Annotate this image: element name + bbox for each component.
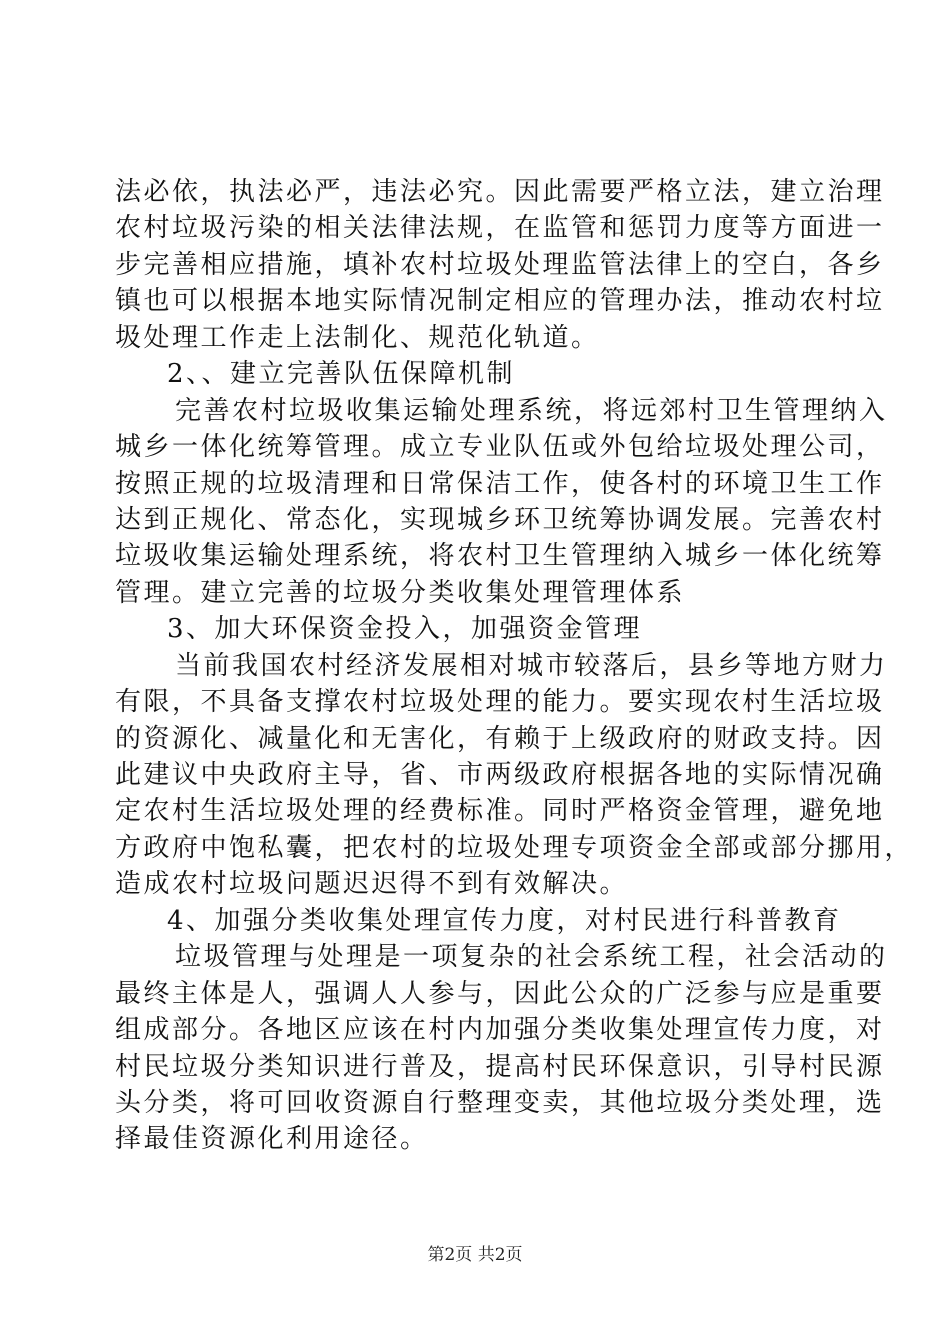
text-line: 此建议中央政府主导，省、市两级政府根据各地的实际情况确 bbox=[115, 760, 885, 790]
section-heading: 3、加大环保资金投入，加强资金管理 bbox=[167, 614, 643, 645]
section-heading: 2、、建立完善队伍保障机制 bbox=[167, 359, 516, 390]
text-line: 达到正规化、常态化，实现城乡环卫统筹协调发展。完善农村 bbox=[115, 504, 885, 535]
text-line: 农村垃圾污染的相关法律法规，在监管和惩罚力度等方面进一 bbox=[115, 213, 885, 244]
text-line: 的资源化、减量化和无害化，有赖于上级政府的财政支持。因 bbox=[115, 723, 885, 754]
text-line: 当前我国农村经济发展相对城市较落后，县乡等地方财力 bbox=[175, 650, 888, 681]
text-line: 组成部分。各地区应该在村内加强分类收集处理宣传力度，对 bbox=[115, 1015, 885, 1046]
text-line: 垃圾管理与处理是一项复杂的社会系统工程，社会活动的 bbox=[175, 942, 888, 973]
text-line: 圾处理工作走上法制化、规范化轨道。 bbox=[115, 322, 600, 353]
text-line: 镇也可以根据本地实际情况制定相应的管理办法，推动农村垃 bbox=[115, 286, 885, 317]
text-line: 步完善相应措施，填补农村垃圾处理监管法律上的空白，各乡 bbox=[115, 249, 885, 280]
text-line: 按照正规的垃圾清理和日常保洁工作，使各村的环境卫生工作 bbox=[115, 468, 885, 499]
text-line: 造成农村垃圾问题迟迟得不到有效解决。 bbox=[115, 869, 629, 900]
text-line: 择最佳资源化利用途径。 bbox=[115, 1124, 429, 1155]
text-line: 垃圾收集运输处理系统，将农村卫生管理纳入城乡一体化统筹 bbox=[115, 541, 885, 572]
text-line: 定农村生活垃圾处理的经费标准。同时严格资金管理，避免地 bbox=[115, 796, 885, 827]
text-line: 管理。建立完善的垃圾分类收集处理管理体系 bbox=[115, 577, 686, 608]
text-line: 最终主体是人，强调人人参与，因此公众的广泛参与应是重要 bbox=[115, 978, 885, 1009]
text-line: 有限，不具备支撑农村垃圾处理的能力。要实现农村生活垃圾 bbox=[115, 687, 885, 718]
text-line: 完善农村垃圾收集运输处理系统，将远郊村卫生管理纳入 bbox=[175, 395, 888, 426]
text-line: 村民垃圾分类知识进行普及，提高村民环保意识，引导村民源 bbox=[115, 1051, 885, 1082]
page-number-footer: 第2页 共2页 bbox=[427, 1245, 523, 1265]
document-body bbox=[115, 174, 914, 1158]
text-line: 方政府中饱私囊，把农村的垃圾处理专项资金全部或部分挪用， bbox=[115, 832, 914, 863]
text-line: 头分类，将可回收资源自行整理变卖，其他垃圾分类处理，选 bbox=[115, 1087, 885, 1118]
text-line: 城乡一体化统筹管理。成立专业队伍或外包给垃圾处理公司， bbox=[115, 432, 885, 463]
text-line: 法必依，执法必严，违法必究。因此需要严格立法，建立治理 bbox=[115, 177, 885, 207]
section-heading: 4、加强分类收集处理宣传力度，对村民进行科普教育 bbox=[167, 905, 842, 936]
